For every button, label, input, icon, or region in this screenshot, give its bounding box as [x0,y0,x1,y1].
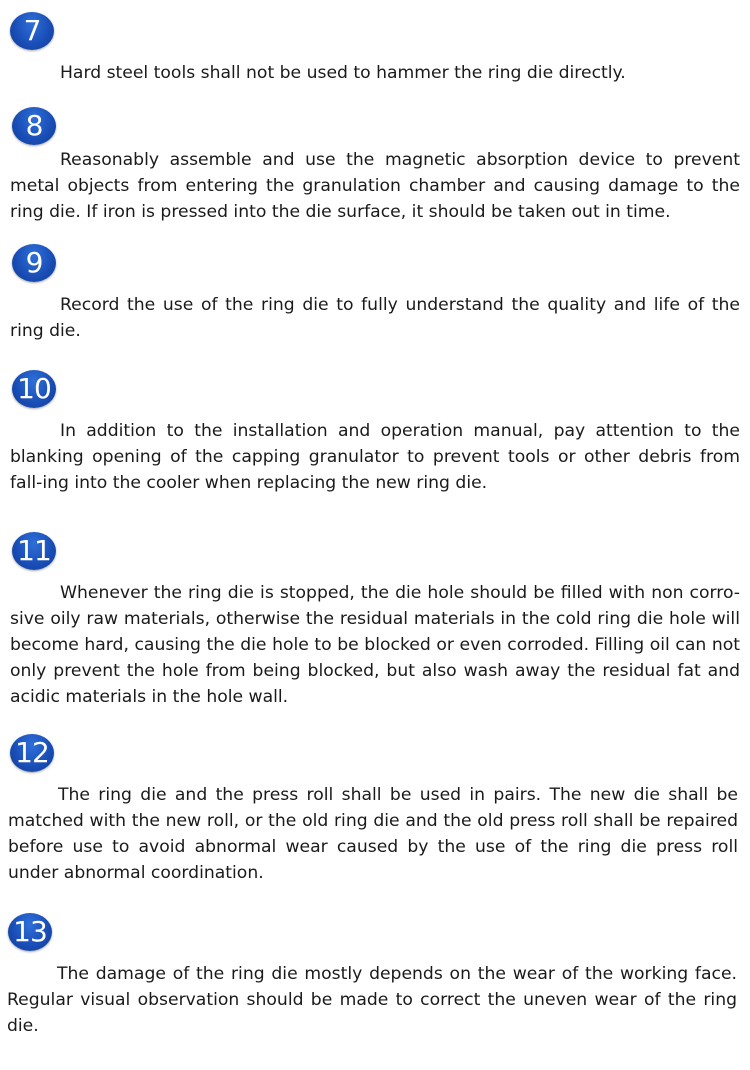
item-8-text: Reasonably assemble and use the magnetic absorption device to prevent metal objects from entering the granulation chamber and causing damage to the ring die. If iron is pressed into the die surface, it should be taken out in time. [10,150,740,222]
number-badge-9: 9 [12,244,56,282]
number-badge-11: 11 [12,532,56,570]
item-9-text: Record the use of the ring die to fully understand the quality and life of the ring die. [10,295,740,341]
number-badge-8: 8 [12,107,56,145]
item-11-text: Whenever the ring die is stopped, the die hole should be filled with non corro-sive oily raw materials, otherwise the residual materials in the cold ring die hole will become hard, causing the die hole to be blocked or even corroded. Filling oil can not only prevent the hole from being blocked, but also wash away the residual fat and acidic materials in the hole wall. [10,583,740,707]
number-badge-12: 12 [10,734,54,772]
item-7-text: Hard steel tools shall not be used to hammer the ring die directly. [60,63,626,83]
number-badge-13: 13 [8,913,52,951]
item-13-text: The damage of the ring die mostly depends on the wear of the working face. Regular visual observation should be made to correct the uneven wear of the ring die. [7,964,737,1036]
number-badge-7: 7 [10,12,54,50]
item-10-text: In addition to the installation and operation manual, pay attention to the blanking opening of the capping granulator to prevent tools or other debris from fall-ing into the cooler when replacing the new ring die. [10,421,740,493]
number-badge-10: 10 [12,370,56,408]
item-12-text: The ring die and the press roll shall be used in pairs. The new die shall be matched with the new roll, or the old ring die and the old press roll shall be repaired before use to avoid abnormal wear caused by the use of the ring die press roll under abnormal coordination. [8,785,738,883]
